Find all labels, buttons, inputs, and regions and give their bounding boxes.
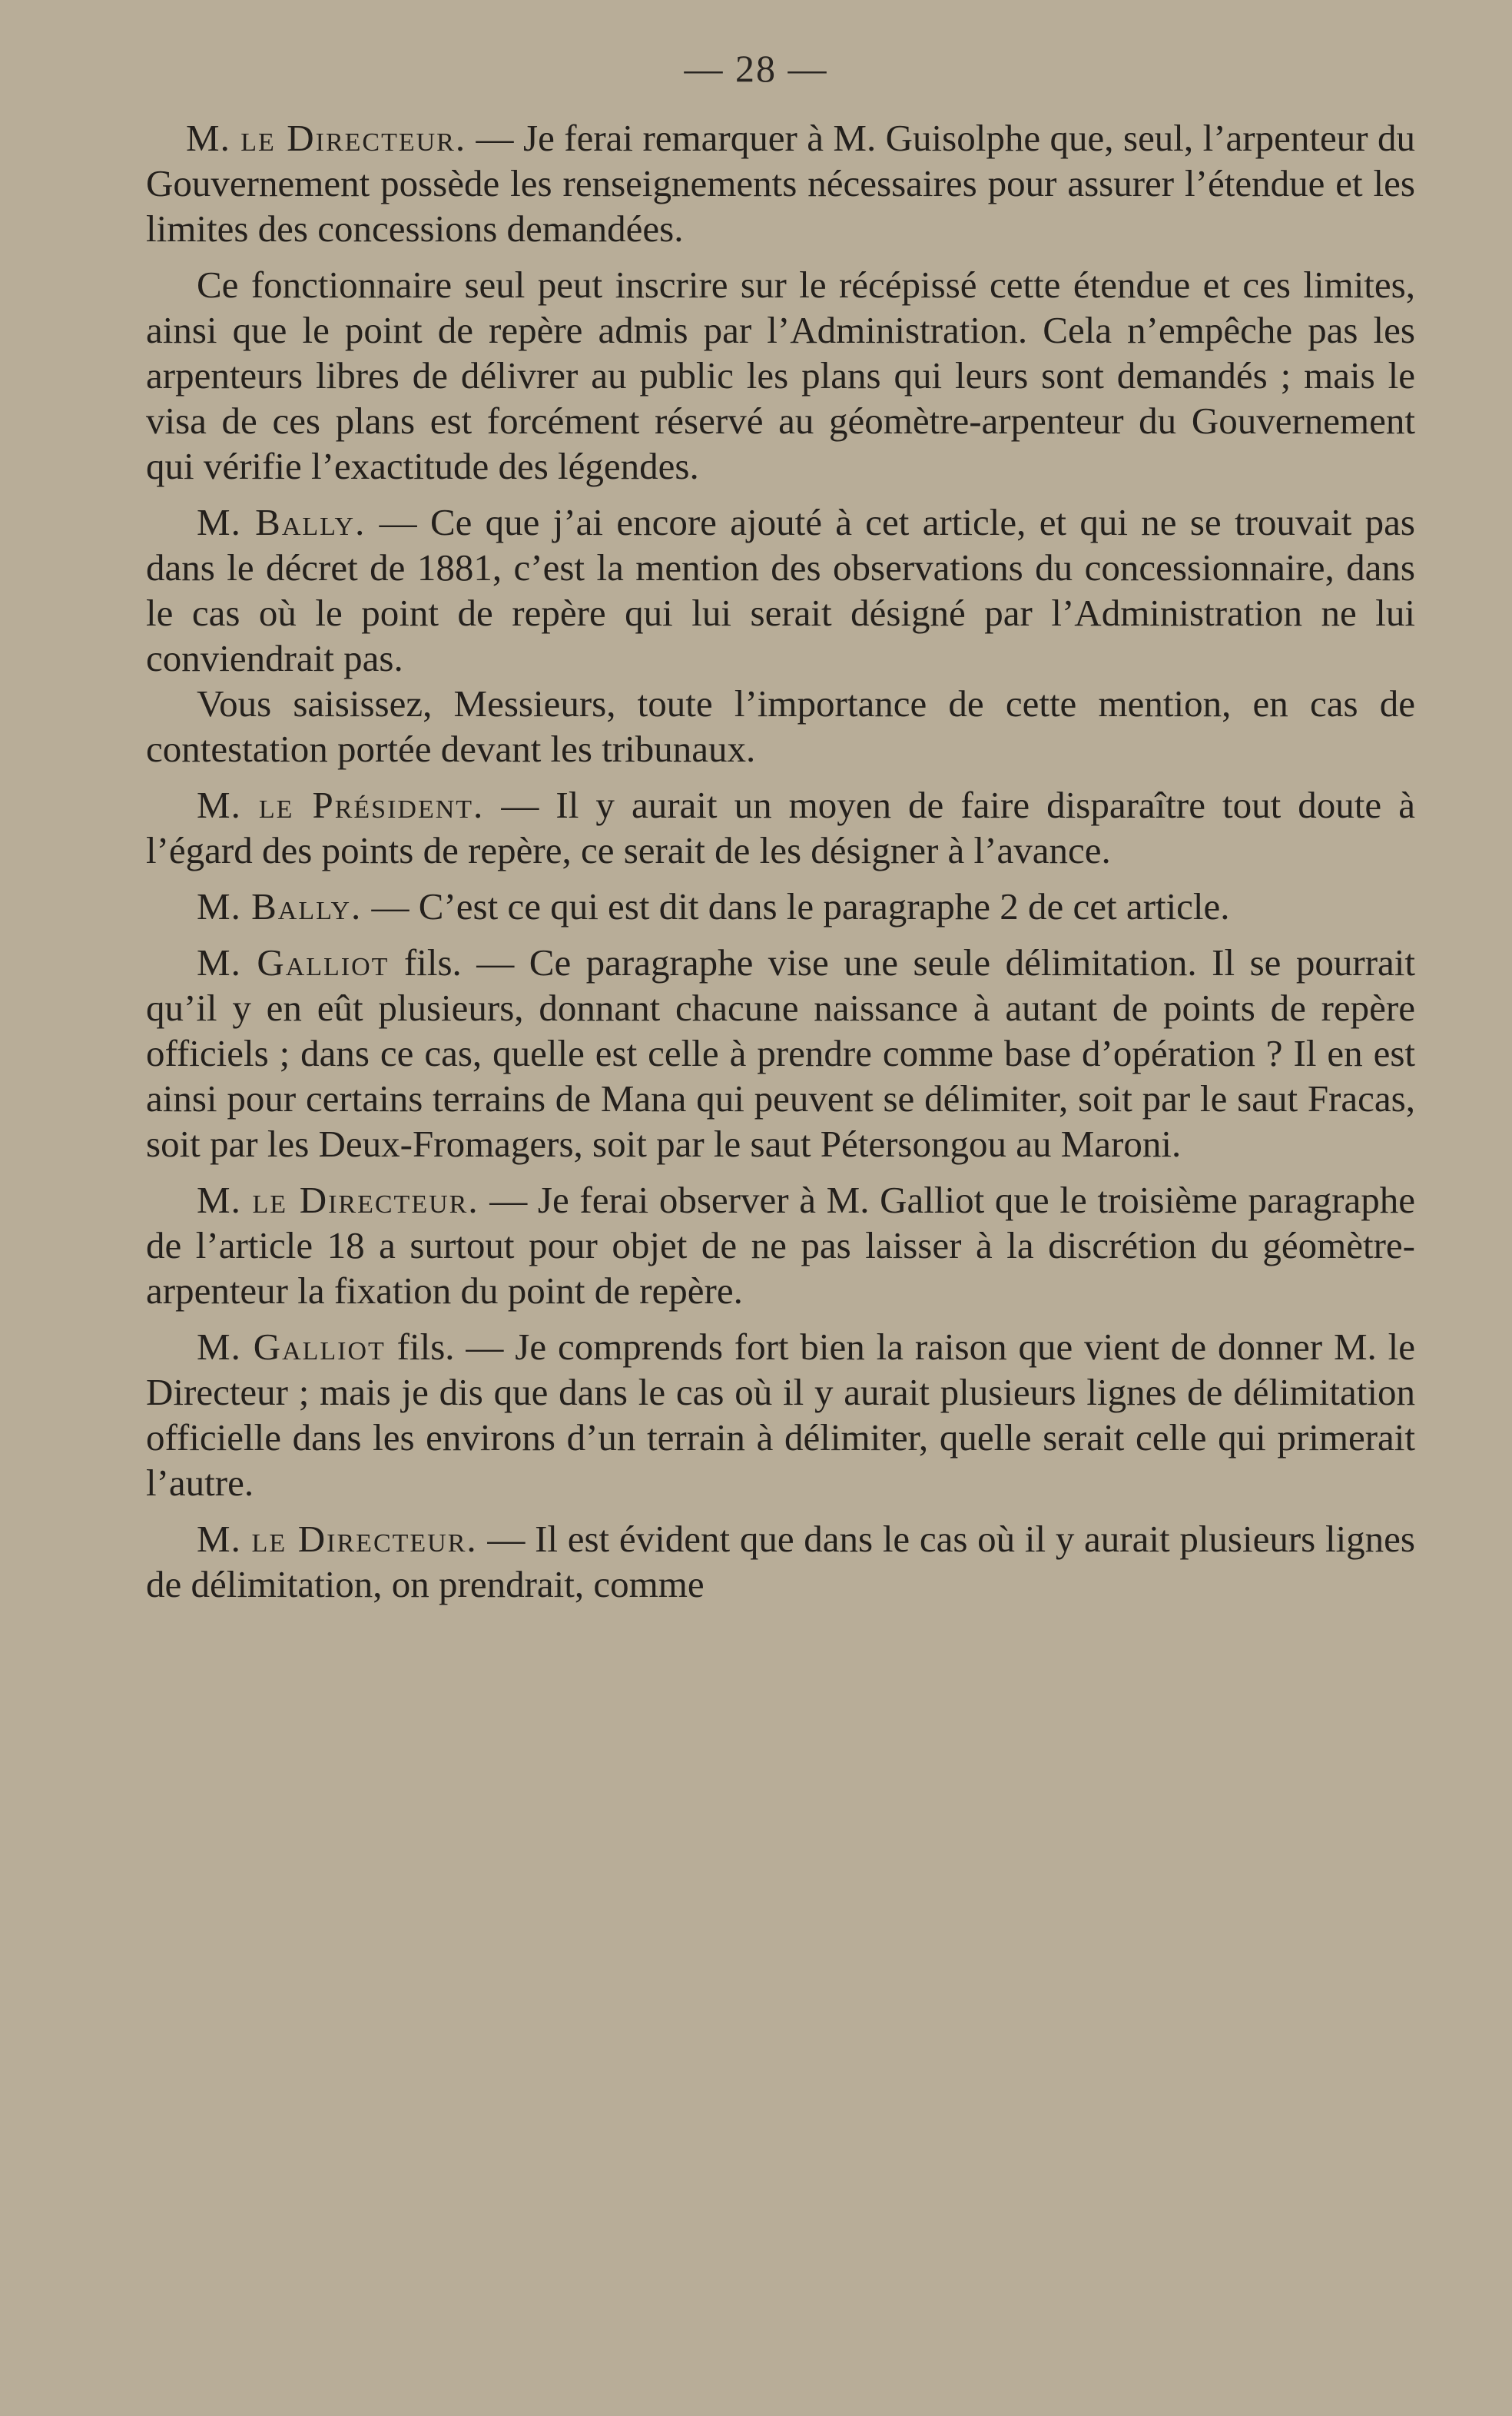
speaker-prefix: M. <box>197 1326 254 1368</box>
paragraph <box>146 262 1415 489</box>
paragraph-text: — Il y aurait un moyen de faire disparaître tout doute à l’égard des points de repère, ce serait de les désigner à l’avance. <box>146 784 1415 871</box>
paragraph-text: fils. — Je comprends fort bien la raison que vient de donner M. le Directeur ; mais je dis que dans le cas où il y aurait plusieurs lignes de délimitation officielle dans les environs d’un terrain à délimiter, quelle serait celle qui primerait l’autre. <box>146 1326 1415 1504</box>
speaker-name: Bally. <box>251 885 363 928</box>
paragraph-text: — Je ferai observer à M. Galliot que le troisième paragraphe de l’article 18 a surtout pour objet de ne pas laisser à la discrétion du géomètre-arpenteur la fixation du point de repère. <box>146 1179 1416 1312</box>
paragraph-text: Ce fonctionnaire seul peut inscrire sur le récépissé cette étendue et ces limites, ainsi que le point de repère admis par l’Administration. Cela n’empêche pas les arpenteurs libres de délivrer au public les plans qui leurs sont demandés ; mais le visa de ces plans est forcément réservé au géomètre-arpenteur du Gouvernement qui vérifie l’exactitude des légendes. <box>146 264 1415 487</box>
speaker-name: Galliot <box>257 941 390 984</box>
speaker-name: le Directeur. <box>251 1518 478 1560</box>
paragraph <box>146 1516 1415 1607</box>
page-number: — 28 — <box>684 47 828 90</box>
paragraph <box>146 1177 1415 1313</box>
speaker-name: Bally. <box>255 501 366 543</box>
speaker-name: le Président. <box>258 784 485 826</box>
speaker-name: le Directeur. <box>252 1179 479 1221</box>
paragraph <box>146 940 1415 1167</box>
paragraph <box>146 1324 1415 1505</box>
paragraph <box>146 884 1415 929</box>
paragraph-text: — Je ferai remarquer à M. Guisolphe que, seul, l’arpenteur du Gouvernement possède les renseignements nécessaires pour assurer l’étendue et les limites des concessions demandées. <box>146 117 1415 250</box>
paragraph-text: fils. — Ce paragraphe vise une seule délimitation. Il se pourrait qu’il y en eût plusieurs, donnant chacune naissance à autant de points de repère officiels ; dans ce cas, quelle est celle à prendre comme base d’opération ? Il en est ainsi pour certains terrains de Mana qui peuvent se délimiter, soit par le saut Fracas, soit par les Deux-Fromagers, soit par le saut Pétersongou au Maroni. <box>146 941 1415 1165</box>
speaker-prefix: M. <box>197 1179 253 1221</box>
paragraph-text: — Ce que j’ai encore ajouté à cet article, et qui ne se trouvait pas dans le décret de 1881, c’est la mention des observations du concessionnaire, dans le cas où le point de repère qui lui serait désigné par l’Administration ne lui conviendrait pas. <box>146 501 1415 679</box>
speaker-prefix: M. <box>186 117 241 159</box>
document-body <box>146 115 1415 1607</box>
paragraph <box>146 782 1415 873</box>
speaker-name: le Directeur. <box>240 117 467 159</box>
speaker-name: Galliot <box>253 1326 386 1368</box>
paragraph <box>146 681 1415 772</box>
paragraph <box>146 499 1415 681</box>
speaker-prefix: M. <box>197 941 257 984</box>
speaker-prefix: M. <box>197 784 259 826</box>
paragraph-text: Vous saisissez, Messieurs, toute l’importance de cette mention, en cas de contestation portée devant les tribunaux. <box>146 682 1415 770</box>
paragraph-text: — Il est évident que dans le cas où il y aurait plusieurs lignes de délimitation, on prendrait, comme <box>146 1518 1416 1605</box>
paragraph <box>146 115 1415 251</box>
speaker-prefix: M. <box>197 501 256 543</box>
speaker-prefix: M. <box>197 885 252 928</box>
speaker-prefix: M. <box>197 1518 252 1560</box>
paragraph-text: — C’est ce qui est dit dans le paragraphe 2 de cet article. <box>362 885 1230 928</box>
